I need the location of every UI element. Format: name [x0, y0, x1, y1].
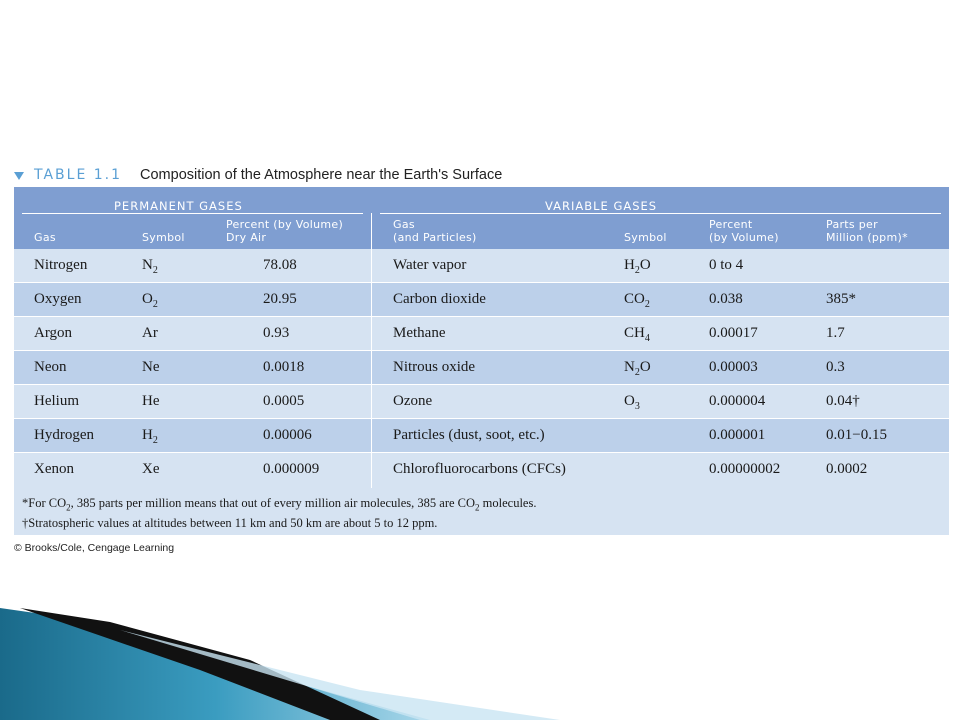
table-row [14, 453, 949, 486]
permanent-gas-percent: 20.95 [263, 291, 297, 307]
table-footnotes [22, 493, 536, 533]
decorative-swoosh [0, 600, 960, 720]
table-row [14, 351, 949, 384]
variable-gas-ppm: 1.7 [826, 325, 845, 341]
variable-gas-percent: 0.00017 [709, 325, 758, 341]
triangle-icon [14, 172, 24, 180]
permanent-gas-name: Argon [34, 325, 73, 341]
footnote-co2: *For $CO_2$, 385 parts per million means that out of every million air molecules, 385 are $CO_2$ molecules. [22, 496, 537, 513]
permanent-gas-symbol: He [142, 393, 160, 409]
variable-gas-percent: 0.038 [709, 291, 743, 307]
column-divider [371, 249, 372, 488]
table-header [14, 187, 949, 249]
variable-gas-symbol: $N_2O$ [624, 359, 651, 378]
col-symbol: Symbol [142, 231, 185, 244]
permanent-gas-percent: 78.08 [263, 257, 297, 273]
composition-table [14, 187, 949, 535]
variable-gas-ppm: 385* [826, 291, 856, 307]
permanent-gas-percent: 0.00006 [263, 427, 312, 443]
table-row [14, 283, 949, 316]
header-rule-right [380, 213, 941, 214]
table-row [14, 385, 949, 418]
permanent-gas-symbol: $H_2$ [142, 427, 158, 446]
col-percent: Percent (by Volume) [709, 218, 779, 244]
table-row [14, 419, 949, 452]
variable-gas-ppm: 0.3 [826, 359, 845, 375]
header-divider [371, 213, 372, 249]
permanent-gas-symbol: $N_2$ [142, 257, 158, 276]
variable-gas-symbol: $CO_2$ [624, 291, 650, 310]
permanent-gas-name: Neon [34, 359, 67, 375]
footnote-stratospheric: †Stratospheric values at altitudes between 11 km and 50 km are about 5 to 12 ppm. [22, 516, 438, 530]
table-label: TABLE 1.1 [34, 167, 123, 183]
permanent-gas-symbol: Ne [142, 359, 160, 375]
variable-gas-ppm: 0.01−0.15 [826, 427, 887, 443]
variable-gas-name: Carbon dioxide [393, 291, 486, 307]
variable-gas-percent: 0.000001 [709, 427, 766, 443]
permanent-gas-symbol: $O_2$ [142, 291, 158, 310]
permanent-gases-heading: PERMANENT GASES [114, 199, 243, 213]
variable-gas-name: Methane [393, 325, 446, 341]
permanent-gas-name: Xenon [34, 461, 74, 477]
variable-gas-name: Chlorofluorocarbons (CFCs) [393, 461, 566, 477]
col-symbol-variable: Symbol [624, 231, 667, 244]
variable-gas-symbol: $O_3$ [624, 393, 640, 412]
variable-gas-percent: 0.00000002 [709, 461, 781, 477]
variable-gas-ppm: 0.0002 [826, 461, 868, 477]
table-title: Composition of the Atmosphere near the Earth's Surface [140, 167, 503, 183]
permanent-gas-name: Oxygen [34, 291, 82, 307]
variable-gases-heading: VARIABLE GASES [545, 199, 658, 213]
permanent-gas-symbol: Ar [142, 325, 158, 341]
variable-gas-name: Ozone [393, 393, 433, 409]
permanent-gas-percent: 0.0018 [263, 359, 305, 375]
col-percent-dry-air: Percent (by Volume) Dry Air [226, 218, 344, 244]
variable-gas-name: Particles (dust, soot, etc.) [393, 427, 545, 443]
variable-gas-percent: 0 to 4 [709, 257, 744, 273]
variable-gas-symbol: $H_2O$ [624, 257, 651, 276]
table-row [14, 249, 949, 282]
col-ppm: Parts per Million (ppm)* [826, 218, 908, 244]
permanent-gas-name: Helium [34, 393, 79, 409]
col-gas: Gas [34, 231, 56, 244]
permanent-gas-percent: 0.93 [263, 325, 290, 341]
col-gas-particles: Gas (and Particles) [393, 218, 477, 244]
table-caption [14, 164, 502, 186]
table-row [14, 317, 949, 350]
variable-gas-percent: 0.00003 [709, 359, 758, 375]
variable-gas-name: Nitrous oxide [393, 359, 476, 375]
variable-gas-name: Water vapor [393, 257, 467, 273]
variable-gas-percent: 0.000004 [709, 393, 766, 409]
copyright-notice: © Brooks/Cole, Cengage Learning [14, 542, 175, 554]
permanent-gas-name: Hydrogen [34, 427, 94, 443]
permanent-gas-percent: 0.0005 [263, 393, 305, 409]
header-rule-left [22, 213, 363, 214]
permanent-gas-name: Nitrogen [34, 257, 88, 273]
variable-gas-symbol: $CH_4$ [624, 325, 650, 344]
permanent-gas-percent: 0.000009 [263, 461, 320, 477]
permanent-gas-symbol: Xe [142, 461, 160, 477]
variable-gas-ppm: 0.04† [826, 393, 860, 409]
